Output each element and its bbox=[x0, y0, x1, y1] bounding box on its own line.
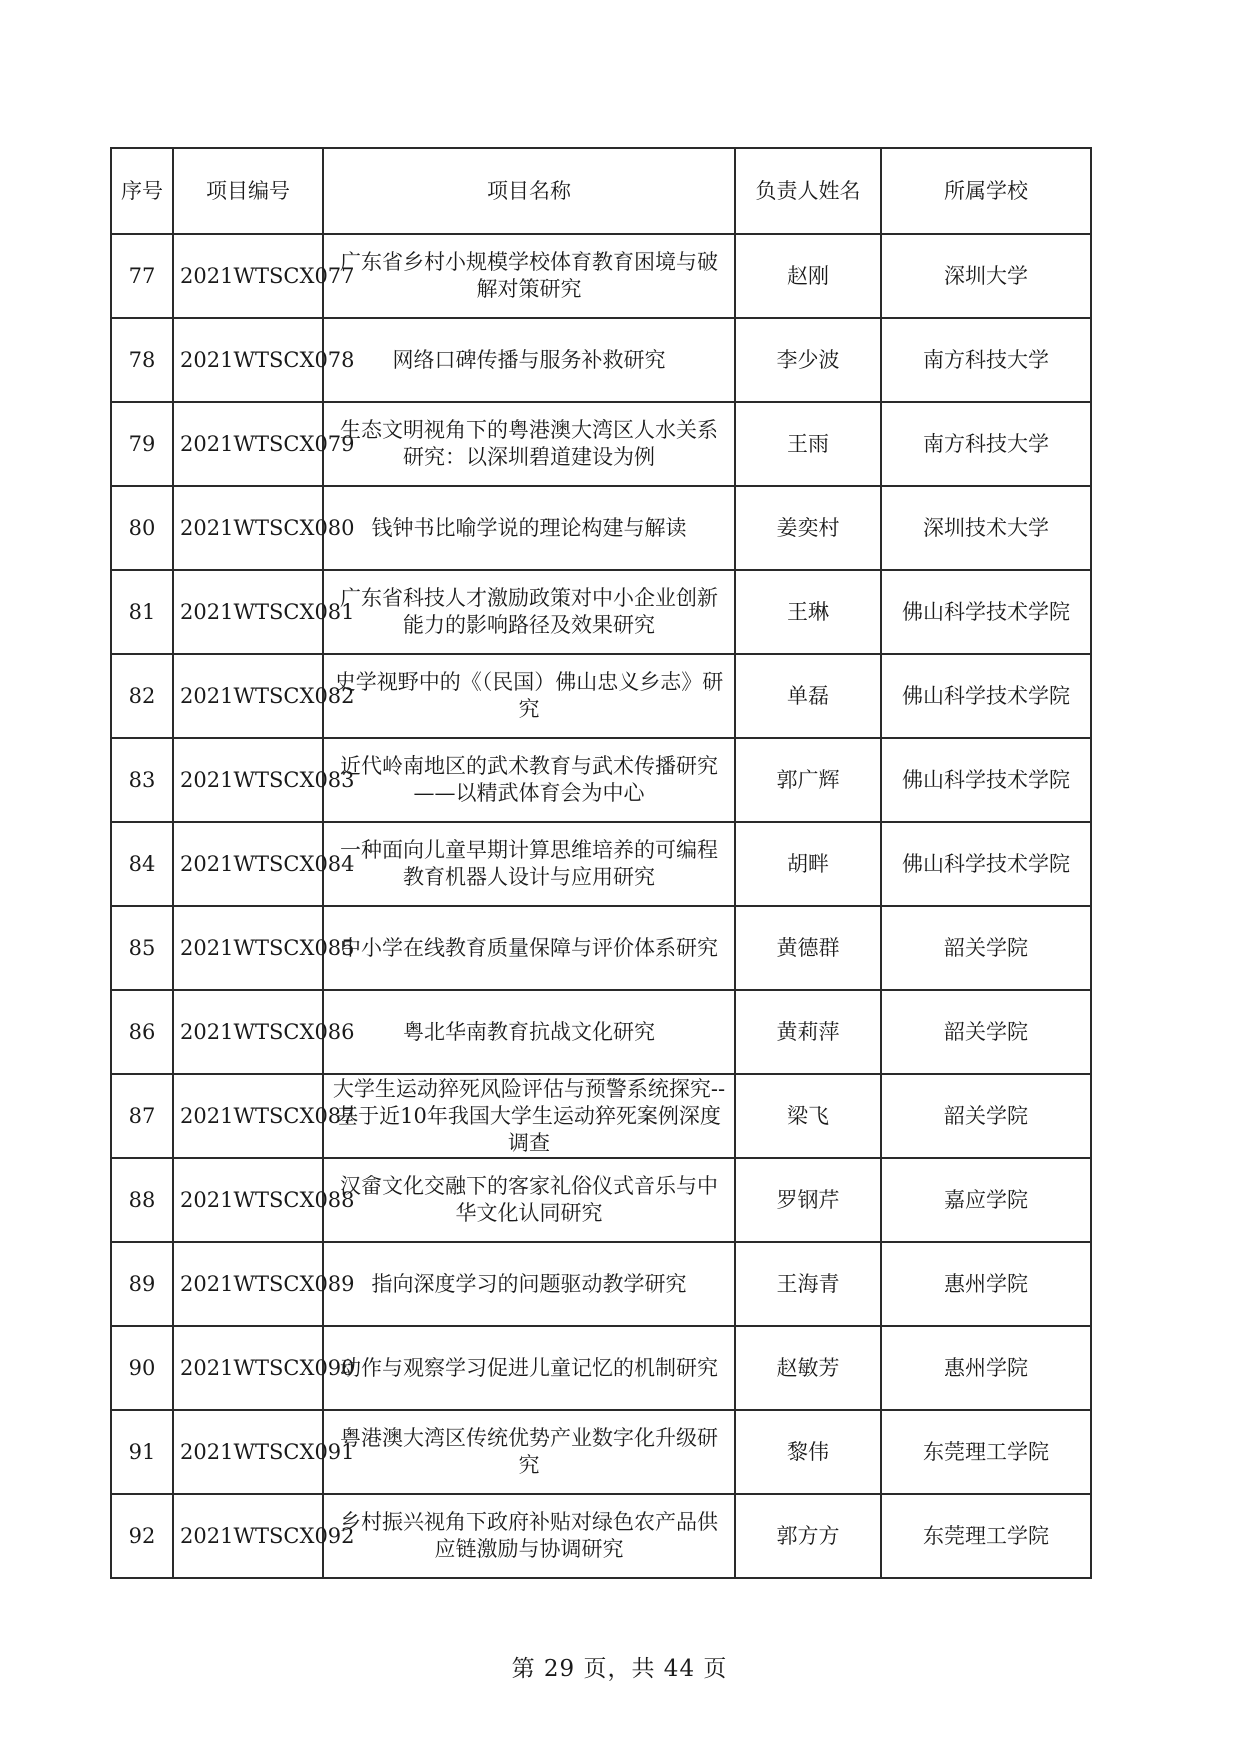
table-row bbox=[111, 1410, 1091, 1494]
cell-school: 惠州学院 bbox=[881, 1326, 1091, 1410]
cell-project-name: 一种面向儿童早期计算思维培养的可编程教育机器人设计与应用研究 bbox=[323, 822, 735, 906]
table-header bbox=[111, 148, 1091, 234]
table-row bbox=[111, 486, 1091, 570]
cell-no: 92 bbox=[111, 1494, 173, 1578]
cell-person: 姜奕村 bbox=[735, 486, 881, 570]
table-row bbox=[111, 318, 1091, 402]
header-name: 项目名称 bbox=[323, 148, 735, 234]
table-row bbox=[111, 1158, 1091, 1242]
cell-person: 王琳 bbox=[735, 570, 881, 654]
table-row bbox=[111, 990, 1091, 1074]
cell-project-name: 指向深度学习的问题驱动教学研究 bbox=[323, 1242, 735, 1326]
cell-person: 郭方方 bbox=[735, 1494, 881, 1578]
cell-code: 2021WTSCX081 bbox=[173, 570, 323, 654]
cell-no: 88 bbox=[111, 1158, 173, 1242]
cell-project-name: 大学生运动猝死风险评估与预警系统探究--基于近10年我国大学生运动猝死案例深度调查 bbox=[323, 1074, 735, 1158]
cell-person: 梁飞 bbox=[735, 1074, 881, 1158]
cell-person: 郭广辉 bbox=[735, 738, 881, 822]
cell-project-name: 粤北华南教育抗战文化研究 bbox=[323, 990, 735, 1074]
cell-no: 90 bbox=[111, 1326, 173, 1410]
cell-person: 黎伟 bbox=[735, 1410, 881, 1494]
table-row bbox=[111, 234, 1091, 318]
cell-no: 80 bbox=[111, 486, 173, 570]
cell-project-name: 史学视野中的《（民国）佛山忠义乡志》研究 bbox=[323, 654, 735, 738]
cell-project-name: 中小学在线教育质量保障与评价体系研究 bbox=[323, 906, 735, 990]
cell-project-name: 近代岭南地区的武术教育与武术传播研究——以精武体育会为中心 bbox=[323, 738, 735, 822]
table-body bbox=[111, 234, 1091, 1578]
cell-no: 77 bbox=[111, 234, 173, 318]
cell-school: 韶关学院 bbox=[881, 990, 1091, 1074]
cell-no: 91 bbox=[111, 1410, 173, 1494]
cell-school: 南方科技大学 bbox=[881, 402, 1091, 486]
cell-code: 2021WTSCX090 bbox=[173, 1326, 323, 1410]
cell-person: 赵敏芳 bbox=[735, 1326, 881, 1410]
cell-no: 87 bbox=[111, 1074, 173, 1158]
cell-code: 2021WTSCX083 bbox=[173, 738, 323, 822]
cell-school: 佛山科学技术学院 bbox=[881, 738, 1091, 822]
cell-no: 78 bbox=[111, 318, 173, 402]
cell-no: 83 bbox=[111, 738, 173, 822]
page-number: 第 29 页，共 44 页 bbox=[511, 1656, 728, 1682]
cell-school: 佛山科学技术学院 bbox=[881, 822, 1091, 906]
table-row bbox=[111, 654, 1091, 738]
cell-no: 81 bbox=[111, 570, 173, 654]
cell-code: 2021WTSCX088 bbox=[173, 1158, 323, 1242]
cell-person: 罗钢芹 bbox=[735, 1158, 881, 1242]
cell-code: 2021WTSCX082 bbox=[173, 654, 323, 738]
cell-no: 82 bbox=[111, 654, 173, 738]
cell-no: 86 bbox=[111, 990, 173, 1074]
cell-person: 黄莉萍 bbox=[735, 990, 881, 1074]
cell-project-name: 网络口碑传播与服务补救研究 bbox=[323, 318, 735, 402]
cell-code: 2021WTSCX084 bbox=[173, 822, 323, 906]
table-row bbox=[111, 822, 1091, 906]
header-person: 负责人姓名 bbox=[735, 148, 881, 234]
cell-code: 2021WTSCX077 bbox=[173, 234, 323, 318]
table-row bbox=[111, 570, 1091, 654]
cell-code: 2021WTSCX085 bbox=[173, 906, 323, 990]
cell-code: 2021WTSCX092 bbox=[173, 1494, 323, 1578]
table-row bbox=[111, 1494, 1091, 1578]
project-table bbox=[110, 147, 1092, 1579]
cell-project-name: 汉畲文化交融下的客家礼俗仪式音乐与中华文化认同研究 bbox=[323, 1158, 735, 1242]
cell-project-name: 广东省科技人才激励政策对中小企业创新能力的影响路径及效果研究 bbox=[323, 570, 735, 654]
cell-person: 黄德群 bbox=[735, 906, 881, 990]
cell-project-name: 粤港澳大湾区传统优势产业数字化升级研究 bbox=[323, 1410, 735, 1494]
cell-code: 2021WTSCX089 bbox=[173, 1242, 323, 1326]
cell-project-name: 钱钟书比喻学说的理论构建与解读 bbox=[323, 486, 735, 570]
cell-school: 韶关学院 bbox=[881, 1074, 1091, 1158]
header-row bbox=[111, 148, 1091, 234]
cell-project-name: 生态文明视角下的粤港澳大湾区人水关系研究：以深圳碧道建设为例 bbox=[323, 402, 735, 486]
cell-school: 东莞理工学院 bbox=[881, 1410, 1091, 1494]
cell-project-name: 乡村振兴视角下政府补贴对绿色农产品供应链激励与协调研究 bbox=[323, 1494, 735, 1578]
header-no: 序号 bbox=[111, 148, 173, 234]
cell-school: 深圳大学 bbox=[881, 234, 1091, 318]
table-row bbox=[111, 906, 1091, 990]
cell-no: 85 bbox=[111, 906, 173, 990]
cell-no: 79 bbox=[111, 402, 173, 486]
header-code: 项目编号 bbox=[173, 148, 323, 234]
table-row bbox=[111, 1326, 1091, 1410]
cell-school: 东莞理工学院 bbox=[881, 1494, 1091, 1578]
cell-code: 2021WTSCX091 bbox=[173, 1410, 323, 1494]
table-row bbox=[111, 402, 1091, 486]
cell-person: 赵刚 bbox=[735, 234, 881, 318]
cell-person: 李少波 bbox=[735, 318, 881, 402]
cell-no: 89 bbox=[111, 1242, 173, 1326]
cell-school: 深圳技术大学 bbox=[881, 486, 1091, 570]
cell-school: 韶关学院 bbox=[881, 906, 1091, 990]
cell-school: 惠州学院 bbox=[881, 1242, 1091, 1326]
cell-project-name: 广东省乡村小规模学校体育教育困境与破解对策研究 bbox=[323, 234, 735, 318]
cell-code: 2021WTSCX079 bbox=[173, 402, 323, 486]
table-row bbox=[111, 1074, 1091, 1158]
cell-code: 2021WTSCX080 bbox=[173, 486, 323, 570]
cell-person: 王海青 bbox=[735, 1242, 881, 1326]
cell-person: 胡畔 bbox=[735, 822, 881, 906]
table-row bbox=[111, 738, 1091, 822]
cell-person: 单磊 bbox=[735, 654, 881, 738]
cell-code: 2021WTSCX086 bbox=[173, 990, 323, 1074]
cell-person: 王雨 bbox=[735, 402, 881, 486]
cell-no: 84 bbox=[111, 822, 173, 906]
cell-school: 嘉应学院 bbox=[881, 1158, 1091, 1242]
cell-school: 南方科技大学 bbox=[881, 318, 1091, 402]
cell-project-name: 动作与观察学习促进儿童记忆的机制研究 bbox=[323, 1326, 735, 1410]
header-school: 所属学校 bbox=[881, 148, 1091, 234]
cell-school: 佛山科学技术学院 bbox=[881, 570, 1091, 654]
table-row bbox=[111, 1242, 1091, 1326]
cell-code: 2021WTSCX087 bbox=[173, 1074, 323, 1158]
cell-school: 佛山科学技术学院 bbox=[881, 654, 1091, 738]
cell-code: 2021WTSCX078 bbox=[173, 318, 323, 402]
